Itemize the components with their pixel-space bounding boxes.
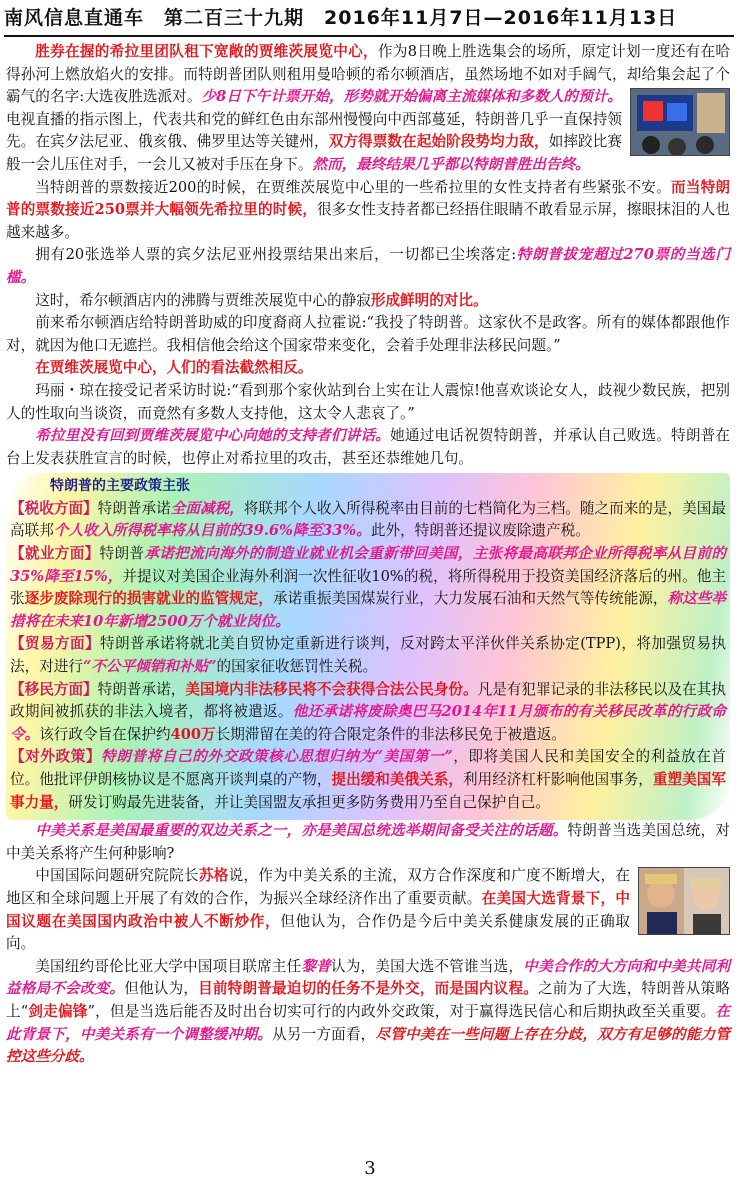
- text: 特朗普当选美国总统，对中美关系将产生何种影响?: [6, 822, 730, 862]
- section-title: 特朗普的主要政策主张: [50, 478, 190, 495]
- page-number: 3: [364, 1158, 376, 1179]
- text: 从另一方面看，: [272, 1025, 376, 1043]
- text: 作为8日晚上胜选集会的场所，原定计划一度还有在哈得孙河上燃放焰火的安排。而特朗普团队则租用曼哈顿的希尔顿酒店，虽然场地不如对手阔气，却给集会起了个霸气的名字:大选夜胜选派对。: [6, 43, 730, 106]
- policy-tag: 【贸易方面】: [10, 635, 101, 653]
- text: 此外，特朗普还提议废除遗产税。: [370, 522, 590, 540]
- text: 但他认为，合作仍是今后中美关系健康发展的正确取向。: [6, 912, 630, 953]
- paragraph-3: [6, 244, 730, 289]
- highlight: 在贾维茨展览中心，人们的看法截然相反。: [35, 359, 313, 377]
- policy-trade: [10, 633, 726, 678]
- paragraph-6: [6, 357, 730, 380]
- text: 说，作为中美关系的主流，双方合作深度和广度不断增大，在地区和全球问题上开展了有效的合作，为振兴全球经济作出了重要贡献。: [6, 867, 630, 907]
- policy-jobs: [10, 543, 726, 633]
- article-body: [6, 41, 730, 1069]
- highlight: 个人收入所得税率将从目前的39.6%降至33%。: [53, 522, 371, 540]
- text: 这时，希尔顿酒店内的沸腾与贾维茨展览中心的静寂: [35, 291, 371, 309]
- highlight: 主张将最高联邦企业所得税率从目前的35%降至15%，: [10, 545, 726, 585]
- highlight: 美国境内非法移民将不会获得合法公民身份。: [185, 680, 478, 698]
- text: 并提议对美国企业海外利润一次性征收10%的税，将所得税用于投资美国经济落后的州。他主张: [10, 567, 726, 608]
- candidates-photo: [638, 867, 730, 935]
- paragraph-11: [6, 956, 730, 1069]
- highlight: 而当特朗普的票数接近250票并大幅领先希拉里的时候，: [6, 178, 730, 219]
- paragraph-5: 前来希尔顿酒店给特朗普助威的印度裔商人拉霍说:“我投了特朗普。这家伙不是政客。所有的媒体都跟他作对，就因为他口无遮拦。我相信他会给这个国家带来变化，会着手处理非法移民问题。”: [6, 314, 730, 354]
- paragraph-2: [6, 177, 730, 245]
- highlight: 少8日下午计票开始，形势就开始偏离主流媒体和多数人的预计。: [201, 88, 622, 106]
- text: ”，但是当选后能否及时出台切实可行的内政外交政策，对于赢得选民信心和后期执政至关重要。: [87, 1002, 716, 1020]
- policy-tag: 【税收方面】: [10, 499, 98, 517]
- text: 研发订购最先进装备，并让美国盟友承担更多防务费用乃至自己保护自己。: [68, 793, 550, 811]
- highlight: 400万: [170, 725, 216, 743]
- paragraph-7: 玛丽・琼在接受记者采访时说:“看到那个家伙站到台上实在让人震惊!他喜欢谈论女人，歧视少数民族，把别人的性取向当谈资，而竟然有多数人支持他，这太令人悲哀了。”: [6, 381, 730, 422]
- text: 承诺重振美国煤炭行业，大力发展石油和天然气等传统能源，: [273, 590, 668, 608]
- text: 特朗普承诺: [97, 499, 171, 517]
- page-header: 南风信息直通车 第二百三十九期 2016年11月7日—2016年11月13日: [4, 3, 734, 37]
- text: 特朗普承诺将就北美自贸协定重新进行谈判，反对跨太平洋伙伴关系协定(TPP)，将加强贸易执法，对进行: [10, 635, 726, 676]
- highlight: 黎普: [301, 957, 331, 975]
- highlight: 在美国大选背景下，中国议题在美国国内政治中被人不断炒作，: [6, 889, 630, 930]
- paragraph-9: [6, 820, 730, 865]
- text: 特朗普承诺，: [97, 680, 186, 698]
- highlight: “不公平倾销和补贴”: [82, 658, 217, 676]
- highlight: 特朗普拔宠超过270票的当选门槛。: [6, 246, 730, 286]
- text: 长期滞留在美的符合限定条件的非法移民免于被遣返。: [215, 725, 566, 743]
- highlight: 希拉里没有回到贾维茨展览中心向她的支持者们讲话。: [35, 427, 391, 445]
- policy-tag: 【移民方面】: [10, 680, 98, 698]
- highlight: 称这些举措将在未来10年新增2500万个就业岗位。: [10, 590, 726, 630]
- highlight: 中美合作的大方向和中美共同利益格局不会改变。: [6, 957, 730, 998]
- policy-foreign: [10, 746, 726, 814]
- text: 她通过电话祝贺特朗普，并承认自己败选。特朗普在台上发表获胜宣言的时候，也停止对希拉里的攻击，甚至还恭维她几句。: [6, 427, 730, 467]
- election-tv-photo: [630, 88, 730, 156]
- text: 很多女性支持者都已经捂住眼睛不敢看显示屏，擦眼抹泪的人也越来越多。: [6, 201, 730, 241]
- highlight: 中美关系是美国最重要的双边关系之一，亦是美国总统选举期间备受关注的话题。: [35, 822, 568, 840]
- highlight: 苏格: [198, 867, 229, 885]
- text: 凡是有犯罪记录的非法移民以及在其执政期间被抓获的非法入境者，都将被遣返。: [10, 680, 726, 721]
- highlight: 尽管中美在一些问题上存在分歧，双方有足够的能力管控这些分歧。: [6, 1025, 730, 1066]
- paragraph-10: [6, 865, 730, 955]
- highlight: 逐步废除现行的损害就业的监管规定，: [24, 590, 274, 608]
- paragraph-8: [6, 425, 730, 470]
- text: 该行政令旨在保护约: [39, 725, 171, 743]
- policy-immigration: [10, 679, 726, 747]
- policy-tag: 【就业方面】: [10, 545, 100, 563]
- highlight: 全面减税，: [170, 499, 244, 517]
- text: 利用经济杠杆影响他国事务，: [462, 771, 653, 788]
- highlight: 特朗普将自己的外交政策核心思想归纳为“美国第一”: [101, 748, 453, 766]
- text: 之前为了大选，特朗普从策略上“: [6, 980, 730, 1020]
- text: 拥有20张选举人票的宾夕法尼亚州投票结果出来后，一切都已尘埃落定:: [35, 246, 517, 264]
- highlight: 剑走偏锋: [28, 1002, 88, 1020]
- policy-tag: 【对外政策】: [10, 748, 102, 766]
- text: ，即将美国人民和美国安全的利益放在首位。他批评伊朗核协议是不愿离开谈判桌的产物，: [10, 748, 726, 788]
- highlight: 形成鲜明的对比。: [370, 291, 488, 309]
- highlight: 重塑美国军事力量，: [10, 771, 726, 811]
- highlight: 承诺把流向海外的制造业就业机会重新带回美国，: [144, 545, 473, 563]
- text: 将联邦个人收入所得税率由目前的七档简化为三档。随之而来的是，美国最高联邦: [10, 499, 726, 540]
- text: 特朗普: [99, 545, 145, 563]
- highlight: 目前特朗普最迫切的任务不是外交，而是国内议程。: [198, 980, 539, 998]
- highlight: 双方得票数在起始阶段势均力敌，: [328, 133, 549, 151]
- paragraph-4: [6, 290, 730, 313]
- lead-highlight: 胜券在握的希拉里团队租下宽敞的贾维茨展览中心，: [35, 43, 378, 60]
- text: 当特朗普的票数接近200的时候，在贾维茨展览中心里的一些希拉里的女性支持者有些紧张不安。: [35, 178, 671, 196]
- highlight: 然而，最终结果几乎都以特朗普胜出告终。: [312, 155, 590, 173]
- policy-section: [6, 473, 730, 820]
- highlight: 在此背景下，中美关系有一个调整缓冲期。: [6, 1002, 730, 1043]
- text: 电视直播的指示图上，代表共和党的鲜红色由东部州慢慢向中西部蔓延，特朗普几乎一直保持领先。在宾夕法尼亚、俄亥俄、佛罗里达等关键州，: [6, 110, 622, 151]
- policy-tax: [10, 498, 726, 543]
- highlight: 他还承诺将废除奥巴马2014年11月颁布的有关移民改革的行政命令。: [10, 703, 726, 743]
- highlight: 提出缓和美俄关系，: [331, 771, 463, 788]
- text: 中国国际问题研究院院长: [35, 867, 199, 885]
- text: 如摔跤比赛般一会儿压住对手，一会儿又被对手压在身下。: [6, 133, 622, 173]
- text: 认为，美国大选不管谁当选，: [330, 957, 524, 975]
- text: 的国家征收惩罚性关税。: [216, 658, 378, 676]
- text: 美国纽约哥伦比亚大学中国项目联席主任: [35, 957, 302, 975]
- text: 但他认为，: [124, 980, 199, 998]
- paragraph-1: [6, 41, 730, 177]
